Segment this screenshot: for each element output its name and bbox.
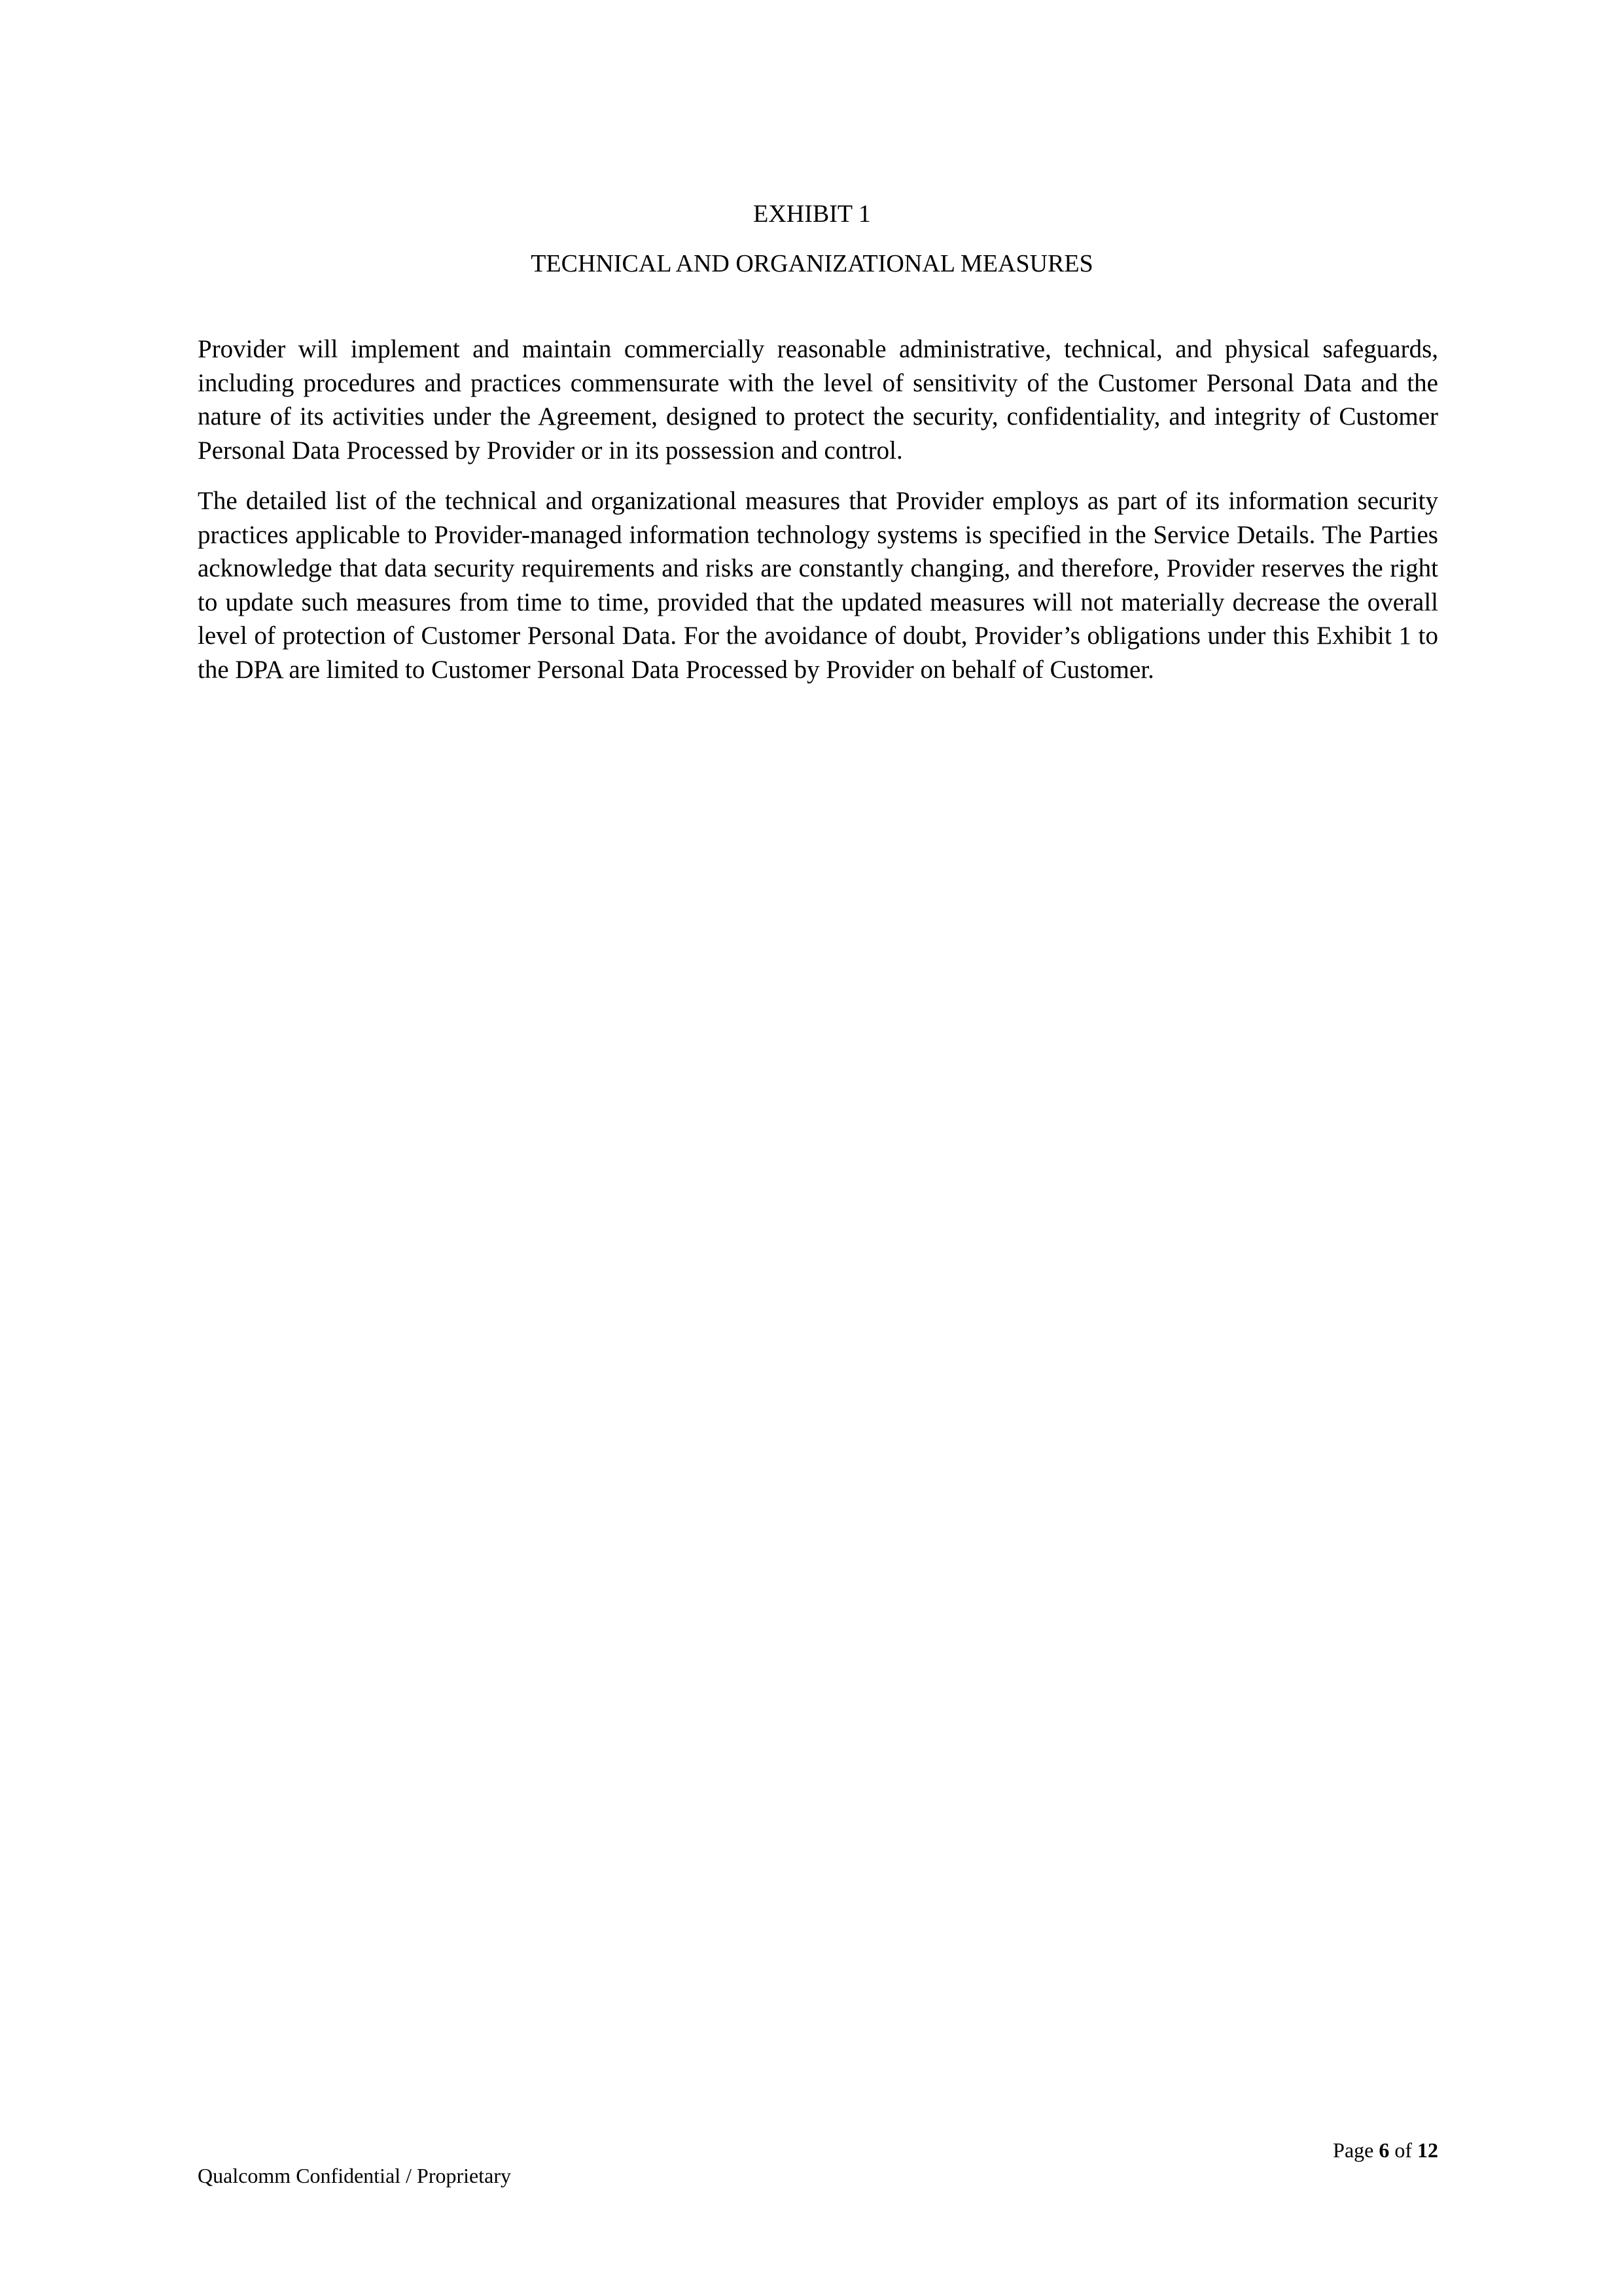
paragraph-safeguards: Provider will implement and maintain commercially reasonable administrative, technical, and physical safeguards, including procedures and practices commensurate with the level of sensitivity of the Customer Personal Data and the nature of its activities under the Agreement, designed to protect the security, confidentiality, and integrity of Customer Personal Data Processed by Provider or in its possession and control. <box>198 335 1438 465</box>
page-prefix: Page <box>1333 2138 1374 2162</box>
total-pages: 12 <box>1417 2138 1438 2162</box>
confidentiality-notice: Qualcomm Confidential / Proprietary <box>198 2164 511 2187</box>
page-number <box>1333 2137 1438 2163</box>
exhibit-title: TECHNICAL AND ORGANIZATIONAL MEASURES <box>531 250 1093 277</box>
page-of: of <box>1394 2138 1412 2162</box>
paragraph-measures-list: The detailed list of the technical and organizational measures that Provider employs as part of its information security practices applicable to Provider-managed information technology systems is specified in the Service Details. The Parties acknowledge that data security requirements and risks are constantly changing, and therefore, Provider reserves the right to update such measures from time to time, provided that the updated measures will not materially decrease the overall level of protection of Customer Personal Data. For the avoidance of doubt, Provider’s obligations under this Exhibit 1 to the DPA are limited to Customer Personal Data Processed by Provider on behalf of Customer. <box>198 487 1438 684</box>
exhibit-label: EXHIBIT 1 <box>753 200 871 228</box>
current-page: 6 <box>1379 2138 1390 2162</box>
document-body <box>198 332 1438 703</box>
